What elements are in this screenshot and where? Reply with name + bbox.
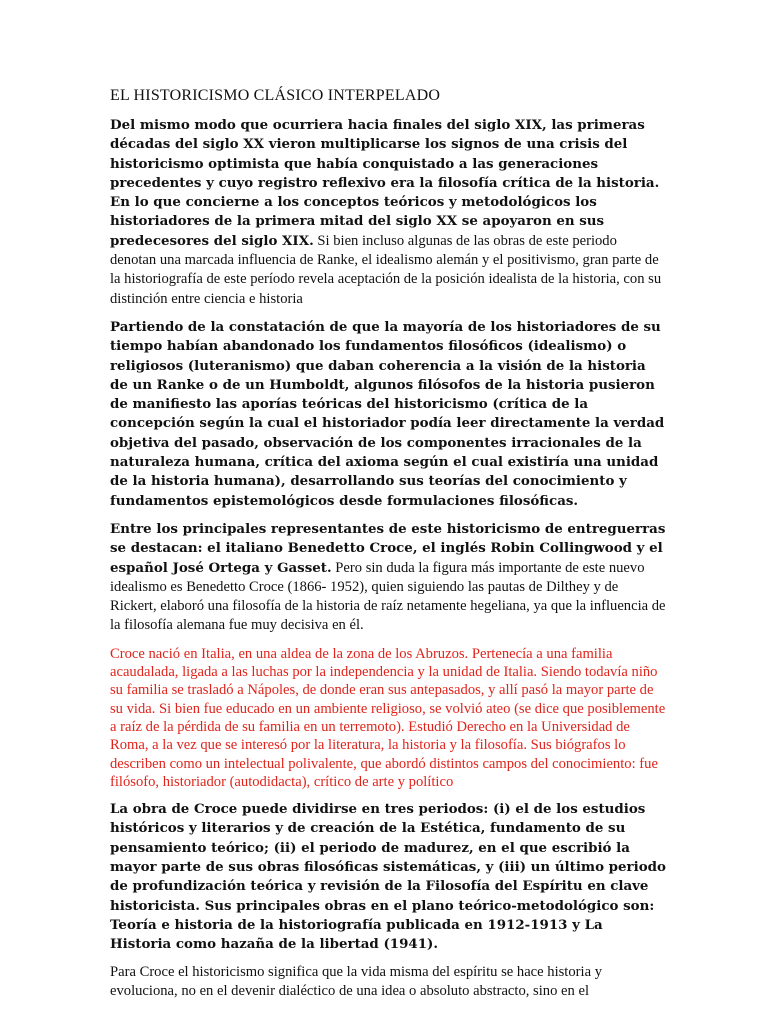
paragraph-4-red: Croce nació en Italia, en una aldea de la zona de los Abruzos. Pertenecía a una familia acaudalada, ligada a las luchas por la independencia y la unidad de Italia. Siendo todavía niño su familia se trasladó a Nápoles, de donde eran sus antepasados, y allí pasó la mayor parte de su vida. Si bien fue educado en un ambiente religioso, se volvió ateo (se dice que posiblemente a raíz de la pérdida de su familia en un terremoto). Estudió Derecho en la Universidad de Roma, a la vez que se interesó por la literatura, la historia y la filosofía. Sus biógrafos lo describen como un intelectual polivalente, que abordó distintos campos del conocimiento: fue filósofo, historiador (autodidacta), crítico de arte y político [110, 645, 666, 790]
paragraph-1-normal: Si bien incluso algunas de las obras de este periodo denotan una marcada influencia de Ranke, el idealismo alemán y el positivismo, gran parte de la historiografía de este período revela aceptación de la posición idealista de la historia, con su distinción entre ciencia e historia [110, 232, 662, 307]
paragraph-2 [110, 318, 666, 511]
paragraph-3 [110, 520, 666, 636]
paragraph-2-bold: Partiendo de la constatación de que la mayoría de los historiadores de su tiempo habían abandonado los fundamentos filosóficos (idealismo) o religiosos (luteranismo) que daban coherencia a la visión de la historia de un Ranke o de un Humboldt, algunos filósofos de la historia pusieron de manifiesto las aporías teóricas del historicismo (crítica de la concepción según la cual el historiador podía leer directamente la verdad objetiva del pasado, observación de los componentes irracionales de la naturaleza humana, crítica del axioma según el cual existiría una unidad de la historia humana), desarrollando sus teorías del conocimiento y fundamentos epistemológicos desde formulaciones filosóficas. [110, 318, 665, 509]
paragraph-1 [110, 116, 666, 309]
paragraph-6 [110, 963, 666, 1000]
paragraph-1-bold: Del mismo modo que ocurriera hacia finales del siglo XIX, las primeras décadas del siglo XX vieron multiplicarse los signos de una crisis del historicismo optimista que había conquistado a las generaciones precedentes y cuyo registro reflexivo era la filosofía crítica de la historia. En lo que concierne a los conceptos teóricos y metodológicos los historiadores de la primera mitad del siglo XX se apoyaron en sus predecesores del siglo XIX. [110, 117, 660, 249]
paragraph-4 [110, 645, 666, 791]
document-title: EL HISTORICISMO CLÁSICO INTERPELADO [110, 87, 441, 104]
paragraph-6-normal: Para Croce el historicismo significa que la vida misma del espíritu se hace historia y evoluciona, no en el devenir dialéctico de una idea o absoluto abstracto, sino en el [110, 964, 602, 999]
paragraph-5-bold: La obra de Croce puede dividirse en tres periodos: (i) el de los estudios históricos y literarios y de creación de la Estética, fundamento de su pensamiento teórico; (ii) el periodo de madurez, en el que escribió la mayor parte de sus obras filosóficas sistemáticas, y (iii) un último periodo de profundización teórica y revisión de la Filosofía del Espíritu en clave historicista. Sus principales obras en el plano teórico-metodológico son: Teoría e historia de la historiografía publicada en 1912-1913 y La Historia como hazaña de la libertad (1941). [110, 801, 666, 953]
paragraph-3-normal: Pero sin duda la figura más importante de este nuevo idealismo es Benedetto Croce (1866- 1952), quien siguiendo las pautas de Dilthey y de Rickert, elaboró una filosofía de la historia de raíz netamente hegeliana, ya que la influencia de la filosofía alemana fue muy decisiva en él. [110, 559, 666, 634]
paragraph-5 [110, 800, 666, 954]
paragraph-3-bold: Entre los principales representantes de este historicismo de entreguerras se destacan: el italiano Benedetto Croce, el inglés Robin Collingwood y el español José Ortega y Gasset. [110, 520, 666, 576]
